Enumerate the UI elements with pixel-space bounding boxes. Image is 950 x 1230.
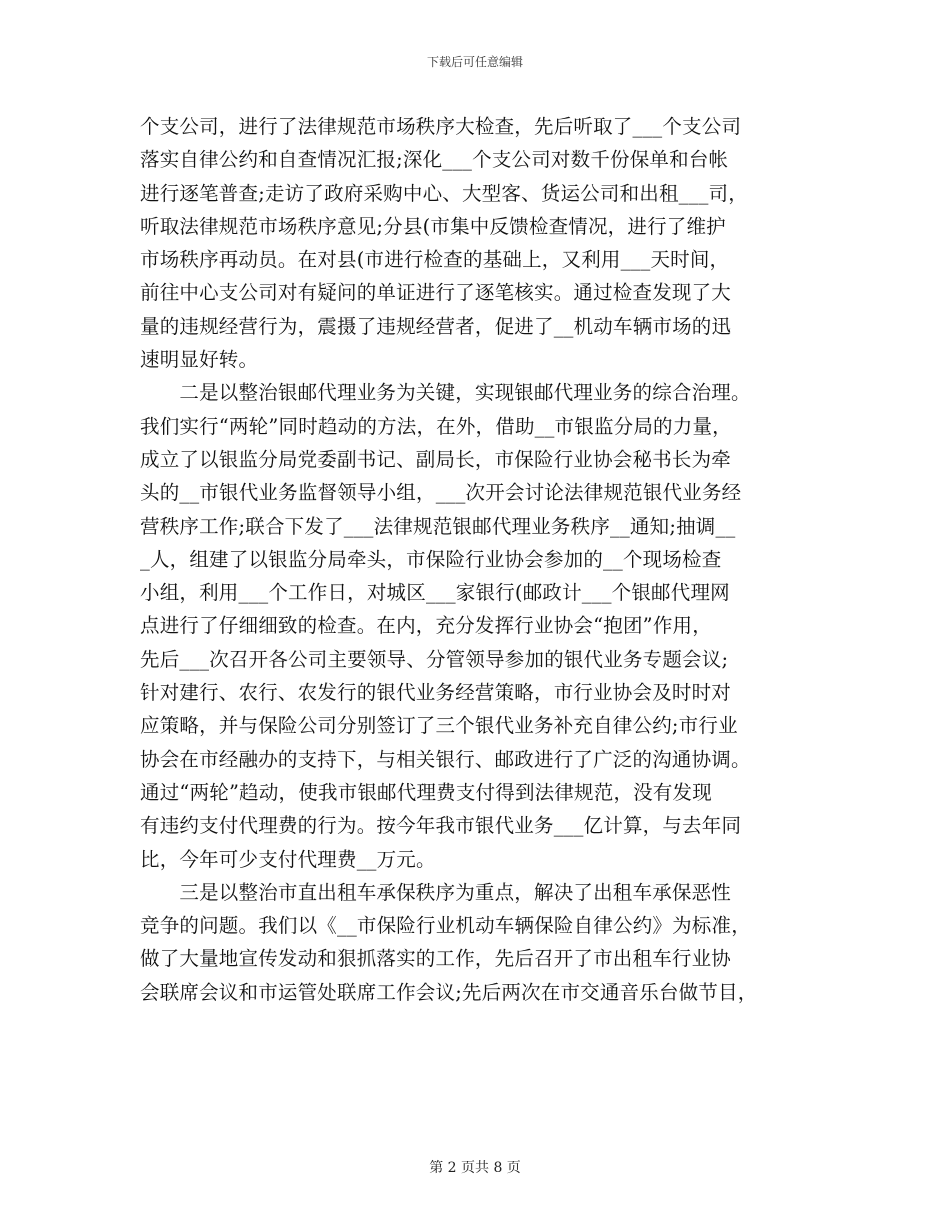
document-body <box>140 110 820 1009</box>
text-line: 竞争的问题。我们以《__市保险行业机动车辆保险自律公约》为标准， <box>140 914 751 938</box>
text-line: 听取法律规范市场秩序意见;分县(市集中反馈检查情况，进行了维护 <box>140 214 726 238</box>
text-line: 应策略，并与保险公司分别签订了三个银代业务补充自律公约;市行业 <box>140 714 738 738</box>
text-line: 速明显好转。 <box>140 348 259 372</box>
text-line: 会联席会议和市运管处联席工作会议;先后两次在市交通音乐台做节目， <box>140 980 758 1004</box>
text-line: 前往中心支公司对有疑问的单证进行了逐笔核实。通过检查发现了大 <box>140 281 732 305</box>
text-line: 协会在市经融办的支持下，与相关银行、邮政进行了广泛的沟通协调。 <box>140 747 751 771</box>
page-header: 下载后可任意编辑 <box>426 55 523 69</box>
text-line: 营秩序工作;联合下发了___法律规范银邮代理业务秩序__通知;抽调__ <box>140 514 736 538</box>
text-line: 个支公司，进行了法律规范市场秩序大检查，先后听取了___个支公司 <box>140 115 742 138</box>
text-line: 点进行了仔细细致的检查。在内，充分发挥行业协会“抱团”作用， <box>140 614 712 638</box>
text-line: 成立了以银监分局党委副书记、副局长，市保险行业协会秘书长为牵 <box>140 447 732 471</box>
text-line: 市场秩序再动员。在对县(市进行检查的基础上，又利用___天时间， <box>140 248 730 272</box>
text-line: 我们实行“两轮”同时趋动的方法，在外，借助__市银监分局的力量， <box>140 414 732 438</box>
text-line: 做了大量地宣传发动和狠抓落实的工作，先后召开了市出租车行业协 <box>140 947 732 971</box>
text-line: _人，组建了以银监分局牵头，市保险行业协会参加的__个现场检查 <box>140 547 722 571</box>
text-line: 针对建行、农行、农发行的银代业务经营策略，市行业协会及时时对 <box>140 681 732 705</box>
text-line: 小组，利用___个工作日，对城区___家银行(邮政计___个银邮代理网 <box>140 581 730 605</box>
text-line: 进行逐笔普查;走访了政府采购中心、大型客、货运公司和出租___司， <box>140 181 748 205</box>
text-line: 有违约支付代理费的行为。按今年我市银代业务___亿计算，与去年同 <box>140 814 742 838</box>
text-line: 先后___次召开各公司主要领导、分管领导参加的银代业务专题会议; <box>140 647 729 671</box>
text-line: 比，今年可少支付代理费__万元。 <box>140 847 436 871</box>
text-line: 三是以整治市直出租车承保秩序为重点，解决了出租车承保恶性 <box>140 880 732 904</box>
text-line: 通过“两轮”趋动，使我市银邮代理费支付得到法律规范，没有发现 <box>140 780 712 804</box>
text-line: 落实自律公约和自查情况汇报;深化___个支公司对数千份保单和台帐 <box>140 148 729 172</box>
page-footer: 第 2 页共 8 页 <box>429 1160 521 1176</box>
text-line: 量的违规经营行为，震摄了违规经营者，促进了__机动车辆市场的迅 <box>140 314 732 338</box>
text-line: 二是以整治银邮代理业务为关键，实现银邮代理业务的综合治理。 <box>140 381 751 405</box>
text-line: 头的__市银代业务监督领导小组，___次开会讨论法律规范银代业务经 <box>140 481 742 505</box>
